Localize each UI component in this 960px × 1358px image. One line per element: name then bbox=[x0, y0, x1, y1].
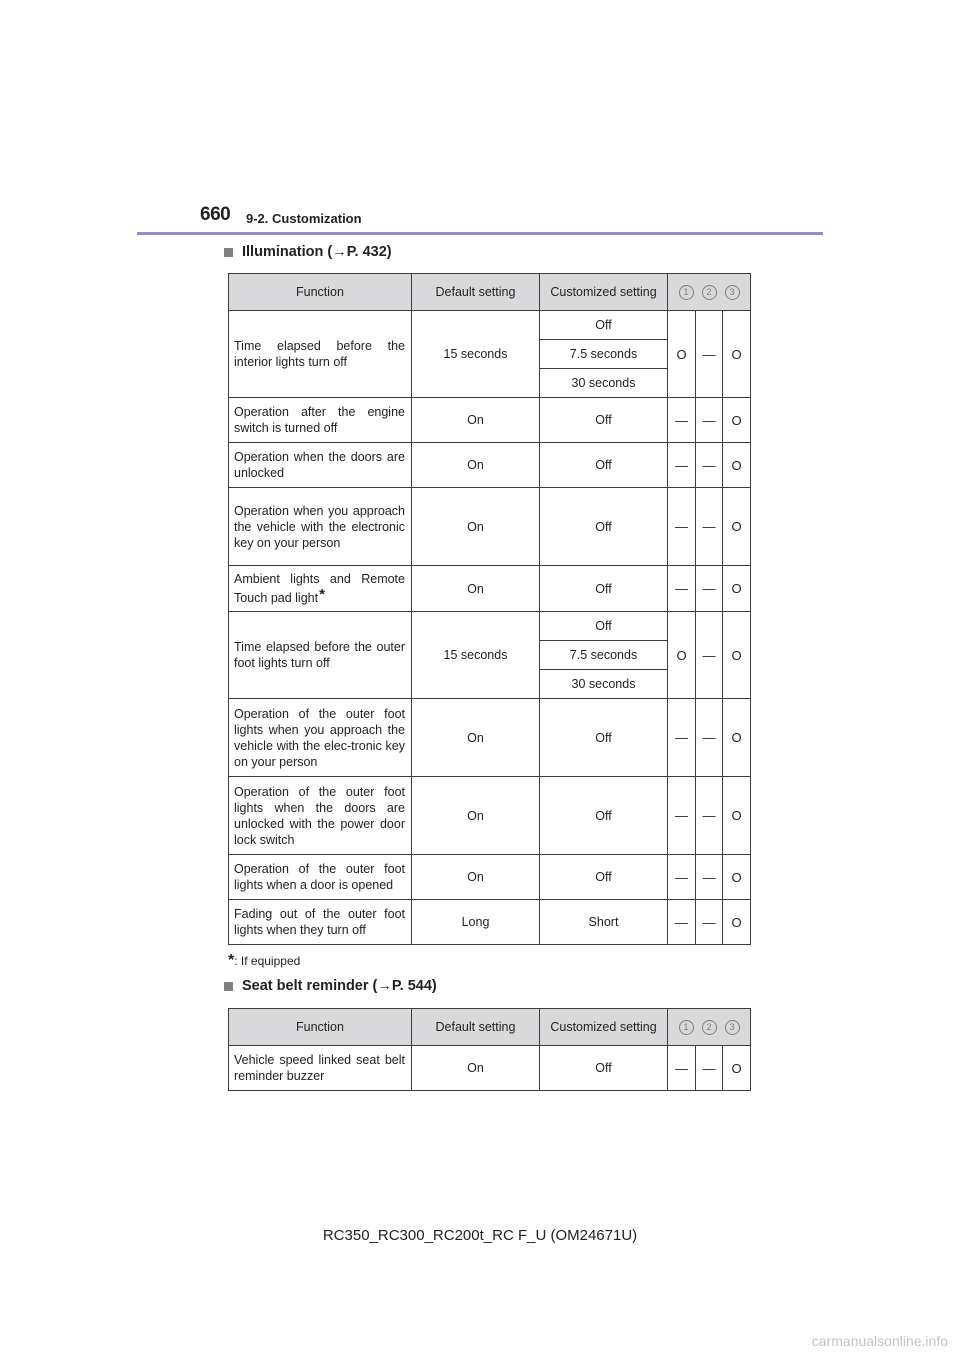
column-header-default: Default setting bbox=[412, 1009, 540, 1046]
circled-1-icon: 1 bbox=[679, 285, 694, 300]
column-header-levels bbox=[668, 274, 751, 311]
custom-cell: Off bbox=[540, 699, 668, 777]
level-2-cell: — bbox=[696, 855, 723, 900]
table-header-row bbox=[229, 1009, 751, 1046]
default-cell: 15 seconds bbox=[412, 612, 540, 699]
square-bullet-icon bbox=[224, 248, 233, 257]
level-2-cell: — bbox=[696, 398, 723, 443]
level-1-cell: — bbox=[668, 398, 696, 443]
function-cell: Vehicle speed linked seat belt reminder buzzer bbox=[229, 1046, 412, 1091]
custom-cell: Off bbox=[540, 612, 668, 641]
section-title: 9-2. Customization bbox=[246, 211, 362, 226]
table-row bbox=[229, 699, 751, 777]
seatbelt-table bbox=[228, 1008, 751, 1091]
custom-cell: 30 seconds bbox=[540, 369, 668, 398]
circled-1-icon: 1 bbox=[679, 1020, 694, 1035]
circled-2-icon: 2 bbox=[702, 285, 717, 300]
level-3-cell: O bbox=[723, 612, 751, 699]
illumination-title: Illumination (→P. 432) bbox=[242, 244, 392, 260]
level-2-cell: — bbox=[696, 443, 723, 488]
column-header-levels bbox=[668, 1009, 751, 1046]
function-cell: Operation of the outer foot lights when a door is opened bbox=[229, 855, 412, 900]
level-2-cell: — bbox=[696, 311, 723, 398]
custom-cell: Off bbox=[540, 398, 668, 443]
footnote-star: * bbox=[319, 586, 325, 603]
seatbelt-heading bbox=[224, 978, 437, 994]
level-3-cell: O bbox=[723, 855, 751, 900]
column-header-function: Function bbox=[229, 274, 412, 311]
default-cell: On bbox=[412, 1046, 540, 1091]
circled-3-icon: 3 bbox=[725, 285, 740, 300]
default-cell: On bbox=[412, 443, 540, 488]
custom-cell: Off bbox=[540, 566, 668, 612]
footnote-text: : If equipped bbox=[234, 954, 301, 968]
level-1-cell: — bbox=[668, 777, 696, 855]
default-cell: On bbox=[412, 566, 540, 612]
header-divider bbox=[137, 232, 823, 235]
level-2-cell: — bbox=[696, 1046, 723, 1091]
level-3-cell: O bbox=[723, 566, 751, 612]
level-1-cell: — bbox=[668, 855, 696, 900]
level-2-cell: — bbox=[696, 566, 723, 612]
table-row bbox=[229, 777, 751, 855]
table-row bbox=[229, 566, 751, 612]
custom-cell: Off bbox=[540, 311, 668, 340]
table-row bbox=[229, 612, 751, 641]
level-3-cell: O bbox=[723, 488, 751, 566]
page-number: 660 bbox=[200, 204, 231, 225]
level-3-cell: O bbox=[723, 1046, 751, 1091]
column-header-default: Default setting bbox=[412, 274, 540, 311]
level-3-cell: O bbox=[723, 398, 751, 443]
custom-cell: 7.5 seconds bbox=[540, 641, 668, 670]
level-1-cell: O bbox=[668, 612, 696, 699]
custom-cell: Off bbox=[540, 488, 668, 566]
custom-cell: Short bbox=[540, 900, 668, 945]
level-2-cell: — bbox=[696, 699, 723, 777]
default-cell: 15 seconds bbox=[412, 311, 540, 398]
table-row bbox=[229, 900, 751, 945]
level-1-cell: O bbox=[668, 311, 696, 398]
footnote bbox=[228, 952, 300, 970]
column-header-function: Function bbox=[229, 1009, 412, 1046]
illumination-table bbox=[228, 273, 751, 945]
custom-cell: Off bbox=[540, 443, 668, 488]
custom-cell: 7.5 seconds bbox=[540, 340, 668, 369]
default-cell: On bbox=[412, 398, 540, 443]
footnote-star: * bbox=[228, 952, 235, 969]
function-cell: Fading out of the outer foot lights when they turn off bbox=[229, 900, 412, 945]
default-cell: On bbox=[412, 488, 540, 566]
level-1-cell: — bbox=[668, 443, 696, 488]
table-header-row bbox=[229, 274, 751, 311]
function-cell: Operation when you approach the vehicle with the electronic key on your person bbox=[229, 488, 412, 566]
page-footer: RC350_RC300_RC200t_RC F_U (OM24671U) bbox=[322, 1227, 638, 1244]
function-cell: Operation when the doors are unlocked bbox=[229, 443, 412, 488]
column-header-custom: Customized setting bbox=[540, 1009, 668, 1046]
circled-3-icon: 3 bbox=[725, 1020, 740, 1035]
function-cell: Time elapsed before the interior lights turn off bbox=[229, 311, 412, 398]
default-cell: Long bbox=[412, 900, 540, 945]
level-3-cell: O bbox=[723, 443, 751, 488]
column-header-custom: Customized setting bbox=[540, 274, 668, 311]
table-row bbox=[229, 1046, 751, 1091]
level-2-cell: — bbox=[696, 612, 723, 699]
level-3-cell: O bbox=[723, 311, 751, 398]
level-2-cell: — bbox=[696, 777, 723, 855]
level-1-cell: — bbox=[668, 1046, 696, 1091]
level-2-cell: — bbox=[696, 900, 723, 945]
seatbelt-title: Seat belt reminder (→P. 544) bbox=[242, 978, 437, 994]
level-1-cell: — bbox=[668, 900, 696, 945]
table-row bbox=[229, 398, 751, 443]
level-3-cell: O bbox=[723, 699, 751, 777]
level-1-cell: — bbox=[668, 488, 696, 566]
illumination-heading bbox=[224, 244, 392, 260]
square-bullet-icon bbox=[224, 982, 233, 991]
level-3-cell: O bbox=[723, 900, 751, 945]
level-3-cell: O bbox=[723, 777, 751, 855]
circled-2-icon: 2 bbox=[702, 1020, 717, 1035]
default-cell: On bbox=[412, 777, 540, 855]
custom-cell: Off bbox=[540, 855, 668, 900]
watermark: carmanualsonline.info bbox=[811, 1333, 948, 1349]
table-row bbox=[229, 443, 751, 488]
custom-cell: Off bbox=[540, 1046, 668, 1091]
function-cell: Operation after the engine switch is turned off bbox=[229, 398, 412, 443]
level-1-cell: — bbox=[668, 699, 696, 777]
level-1-cell: — bbox=[668, 566, 696, 612]
function-cell: Operation of the outer foot lights when you approach the vehicle with the elec-tronic key on your person bbox=[229, 699, 412, 777]
custom-cell: Off bbox=[540, 777, 668, 855]
function-text: Ambient lights and Remote Touch pad light bbox=[234, 572, 405, 605]
default-cell: On bbox=[412, 855, 540, 900]
function-cell bbox=[229, 566, 412, 612]
table-row bbox=[229, 488, 751, 566]
custom-cell: 30 seconds bbox=[540, 670, 668, 699]
table-row bbox=[229, 855, 751, 900]
function-cell: Time elapsed before the outer foot lights turn off bbox=[229, 612, 412, 699]
default-cell: On bbox=[412, 699, 540, 777]
table-row bbox=[229, 311, 751, 340]
function-cell: Operation of the outer foot lights when the doors are unlocked with the power door lock switch bbox=[229, 777, 412, 855]
level-2-cell: — bbox=[696, 488, 723, 566]
